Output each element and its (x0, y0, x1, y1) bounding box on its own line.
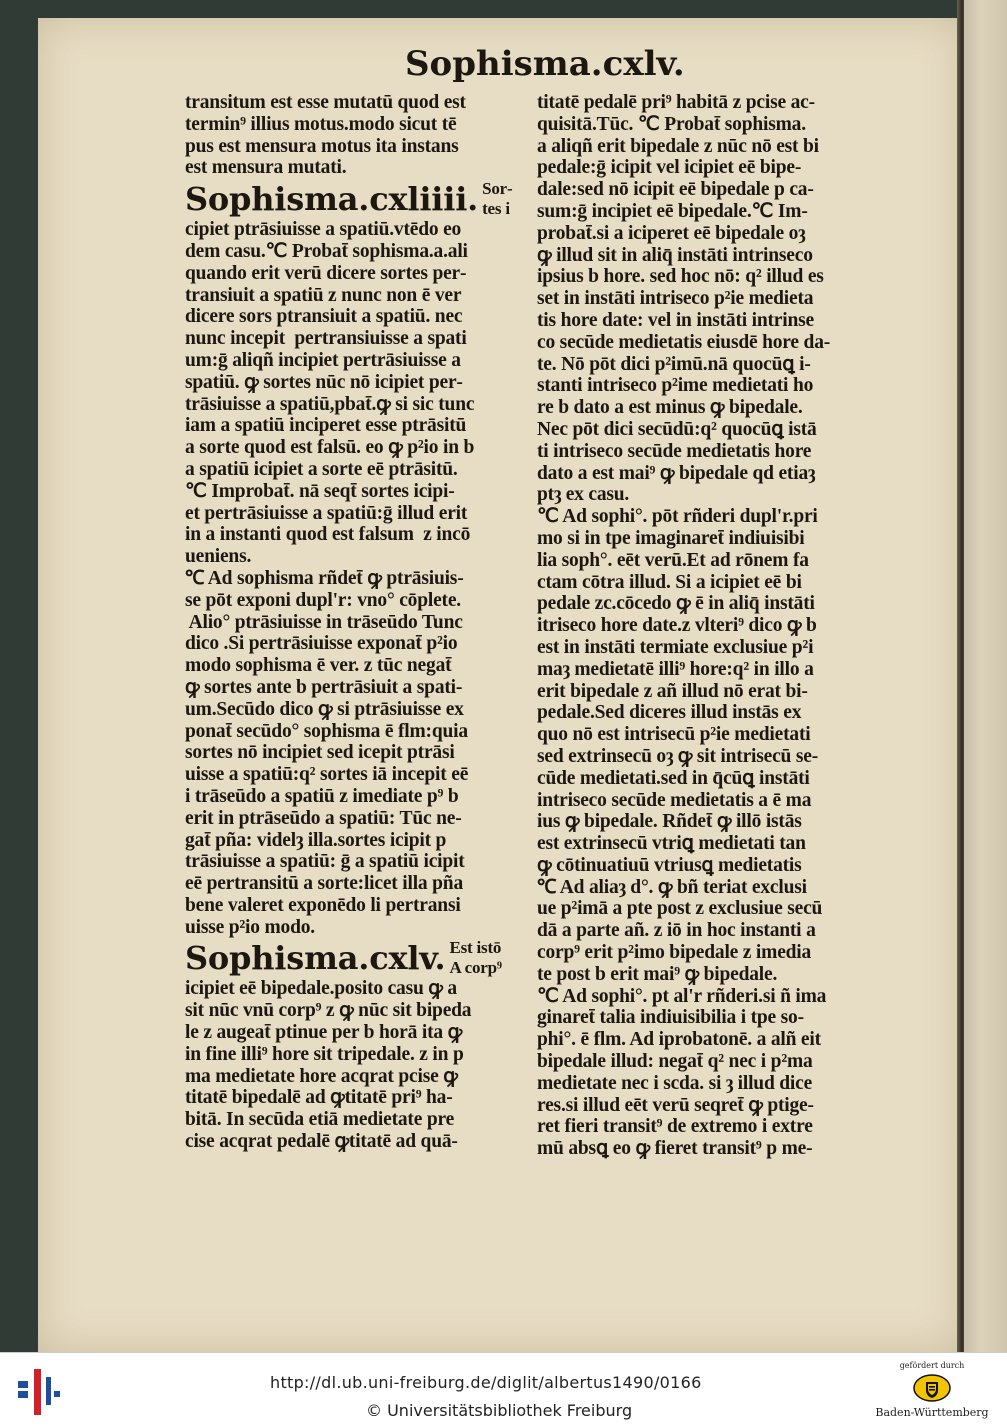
text-line: bitā. In secūda etiā medietate pre (185, 1109, 455, 1131)
text-line: termin⁹ illius motus.modo sicut tē (185, 113, 457, 135)
text-line: maȝ medietatē illi⁹ hore:q² in illo a (537, 658, 814, 680)
facing-page-edge (964, 0, 1007, 1352)
text-line: gat̄ pña: videlȝ illa.sortes icipit p (185, 829, 447, 851)
text-line: ℃ Ad sophi°. pōt rñderi dupl'r.pri (537, 506, 818, 528)
text-column-left (185, 92, 535, 1153)
text-line: trāsiuisse a spatiū,pbat̄.ꝙ si sic tunc (185, 393, 475, 415)
text-line: sit nūc vnū corp⁹ z ꝙ nūc sit bipeda (185, 1000, 472, 1022)
text-line: transiuit a spatiū z nunc non ē ver (185, 284, 462, 306)
text-line: Nec pōt dici secūdū:q² quocūꝗ istā (537, 418, 817, 440)
text-line: erit bipedale z añ illud nō erat bi‑ (537, 680, 808, 702)
text-line: icipiet eē bipedale.posito casu ꝙ a (185, 978, 457, 1000)
section-heading (185, 179, 535, 219)
text-line: quo nō est intrisecū p²ie medietati (537, 724, 811, 746)
text-line: medietate nec i scda. si ȝ illud dice (537, 1072, 813, 1094)
text-line: cise acqrat pedalē ꝙtitatē ad quā‑ (185, 1131, 458, 1153)
text-line: ma medietate hore acqrat pcise ꝙ (185, 1065, 458, 1087)
sponsor-name: Baden-Württemberg (875, 1406, 989, 1419)
sophisma-rubric: Sophisma.cxliiii. (185, 180, 479, 219)
text-line: ptȝ ex casu. (537, 484, 630, 506)
text-line: set in instāti intriseco p²ie medieta (537, 288, 814, 310)
text-line: in fine illi⁹ hore sit tripedale. z in p (185, 1043, 464, 1065)
rubric-side-text (482, 179, 512, 219)
text-line: modo sophisma ē ver. z tūc negat̄ (185, 655, 452, 677)
text-line: res.si illud eēt verū seqret̄ ꝙ ptige‑ (537, 1094, 814, 1116)
text-line: spatiū. ꝙ sortes nūc nō icipiet per‑ (185, 371, 463, 393)
text-line: uisse p²io modo. (185, 916, 315, 938)
text-line: trāsiuisse a spatiū: ḡ a spatiū icipit (185, 851, 465, 873)
text-line: phi°. ē flm. Ad iprobatonē. a alñ eit (537, 1029, 821, 1051)
rubric-side-text (449, 938, 501, 978)
text-line: in a instanti quod est falsum z incō (185, 524, 471, 546)
text-line: sum:ḡ incipiet eē bipedale.℃ Im‑ (537, 200, 808, 222)
text-line: um.Secūdo dico ꝙ si ptrāsiuisse ex (185, 698, 464, 720)
text-line: re b dato a est minus ꝙ bipedale. (537, 397, 803, 419)
text-line: ueniens. (185, 546, 252, 568)
sponsor-block (872, 1361, 992, 1419)
text-line: ℃ Improbat̄. nā seqt̄ sortes icipi‑ (185, 480, 455, 502)
permalink-url[interactable]: http://dl.ub.uni-freiburg.de/diglit/albertus1490/0166 (270, 1373, 702, 1392)
text-line: le z augeat̄ ptinue per b horā ita ꝙ (185, 1022, 463, 1044)
text-line: ꝙ sortes ante b pertrāsiuit a spati‑ (185, 676, 463, 698)
text-line: uisse a spatiū:q² sortes iā incepit eē (185, 764, 469, 786)
text-line: tis hore date: vel in instāti intrinse (537, 309, 814, 331)
text-line: dale:sed nō icipit eē bipedale p ca‑ (537, 179, 814, 201)
text-line: Est istō (449, 938, 502, 958)
text-line: te. Nō pōt dici p²imū.nā quocūꝗ i‑ (537, 353, 811, 375)
text-line: tes i (482, 199, 510, 219)
running-head: Sophisma.cxlv. (405, 44, 685, 84)
text-line: cūde medietati.sed in q̄cūꝗ instāti (537, 767, 810, 789)
coat-of-arms-icon (913, 1374, 951, 1402)
text-line: ℃ Ad sophi°. pt al'r rñderi.si ñ ima (537, 985, 827, 1007)
text-line: ius ꝙ bipedale. Rñdet̄ ꝙ illō istās (537, 811, 802, 833)
text-line: a sorte quod est falsū. eo ꝙ p²io in b (185, 437, 475, 459)
sponsor-label: gefördert durch (899, 1361, 965, 1370)
text-line: ue p²imā a pte post z exclusiue secū (537, 898, 823, 920)
text-line: est mensura mutati. (185, 157, 347, 179)
text-line: ti intriseco secūde medietatis hore (537, 440, 812, 462)
text-line: ginaret̄ talia indiuisibilia i tpe so‑ (537, 1007, 804, 1029)
text-line: quando erit verū dicere sortes per‑ (185, 262, 467, 284)
text-line: transitum est esse mutatū quod est (185, 92, 466, 113)
text-line: ꝙ illud sit in aliq̄ instāti intrinseco (537, 244, 813, 266)
text-line: um:ḡ aliqñ incipiet pertrāsiuisse a (185, 349, 461, 371)
sophisma-rubric: Sophisma.cxlv. (185, 939, 446, 978)
text-line: Sor‑ (482, 179, 513, 199)
text-line: ꝙ cōtinuatiuū vtriusꝗ medietatis (537, 854, 802, 876)
text-line: quisitā.Tūc. ℃ Probat̄ sophisma. (537, 113, 806, 135)
text-line: ret fieri transit⁹ de extremo i extre (537, 1116, 813, 1138)
text-line: mū absꝗ eo ꝙ fieret transit⁹ p me‑ (537, 1138, 813, 1160)
text-line: dā a parte añ. z iō in hoc instanti a (537, 920, 816, 942)
text-line: sortes nō incipiet sed icepit ptrāsi (185, 742, 455, 764)
text-line: pedale.Sed diceres illud instās ex (537, 702, 802, 724)
text-line: est extrinsecū vtriꝗ medietati tan (537, 833, 806, 855)
text-line: corp⁹ erit p²imo bipedale z imedia (537, 942, 812, 964)
text-line: titatē pedalē pri⁹ habitā z pcise ac‑ (537, 92, 815, 113)
text-line: dicere sors ptransiuit a spatiū. nec (185, 306, 463, 328)
text-line: titatē bipedalē ad ꝙtitatē pri⁹ ha‑ (185, 1087, 453, 1109)
text-line: et pertrāsiuisse a spatiū:ḡ illud erit (185, 502, 468, 524)
text-line: ponat̄ secūdo° sophisma ē flm:quia (185, 720, 468, 742)
text-column-right (537, 92, 877, 1160)
text-line: a aliqñ erit bipedale z nūc nō est bi (537, 135, 819, 157)
text-line: nunc incepit pertransiuisse a spati (185, 328, 467, 350)
text-line: dem casu.℃ Probat̄ sophisma.a.ali (185, 240, 468, 262)
viewer-footer (0, 1352, 1007, 1428)
text-line: intriseco secūde medietatis a ē ma (537, 789, 812, 811)
text-line: est in instāti termiate exclusiue p²i (537, 636, 814, 658)
text-line: ℃ Ad sophisma rñdet̄ ꝙ ptrāsiuis‑ (185, 567, 464, 589)
text-line: ipsius b hore. sed hoc nō: q² illud es (537, 266, 824, 288)
text-line: pedale zc.cōcedo ꝙ ē in aliq̄ instāti (537, 593, 815, 615)
text-line: ctam cōtra illud. Si a icipiet eē bi (537, 571, 802, 593)
text-line: stanti intriseco p²ime medietati ho (537, 375, 814, 397)
text-line: a spatiū icipiet a sorte eē ptrāsitū. (185, 458, 458, 480)
section-heading (185, 938, 535, 978)
text-line: se pōt exponi dupl'r: vno° cōplete. (185, 589, 461, 611)
text-line: itriseco hore date.z vlteri⁹ dico ꝙ b (537, 615, 817, 637)
text-line: pedale:ḡ icipit vel icipiet eē bipe‑ (537, 157, 802, 179)
text-line: i trāseūdo a spatiū z imediate p⁹ b (185, 785, 459, 807)
university-library-logo[interactable] (16, 1367, 62, 1417)
text-line: erit in ptrāseūdo a spatiū: Tūc ne‑ (185, 807, 462, 829)
text-line: te post b erit mai⁹ ꝙ bipedale. (537, 963, 778, 985)
text-line: co secūde medietatis eiusdē hore da‑ (537, 331, 831, 353)
text-line: bene valeret exponēdo li pertransi (185, 894, 461, 916)
text-line: ℃ Ad aliaȝ d°. ꝙ bñ teriat exclusi (537, 876, 807, 898)
text-line: lia soph°. eēt verū.Et ad rōnem fa (537, 549, 809, 571)
text-line: cipiet ptrāsiuisse a spatiū.vtēdo eo (185, 219, 462, 241)
text-line: probat̄.si a iciperet eē bipedale oȝ (537, 222, 806, 244)
text-line: sed extrinsecū oȝ ꝙ sit intrisecū se‑ (537, 745, 818, 767)
text-line: pus est mensura motus ita instans (185, 135, 459, 157)
text-line: dato a est mai⁹ ꝙ bipedale qd etiaȝ (537, 462, 816, 484)
text-line: Alio° ptrāsiuisse in trāseūdo Tunc (185, 611, 463, 633)
text-line: eē pertransitū a sorte:licet illa pña (185, 873, 463, 895)
copyright-notice: © Universitätsbibliothek Freiburg (366, 1401, 633, 1420)
text-line: mo si in tpe imaginaret̄ indiuisibi (537, 527, 805, 549)
text-line: A corp⁹ (449, 958, 502, 978)
text-line: dico .Si pertrāsiuisse exponat̄ p²io (185, 633, 458, 655)
text-line: bipedale illud: negat̄ q² nec i p²ma (537, 1051, 813, 1073)
text-line: iam a spatiū inciperet esse ptrāsitū (185, 415, 467, 437)
